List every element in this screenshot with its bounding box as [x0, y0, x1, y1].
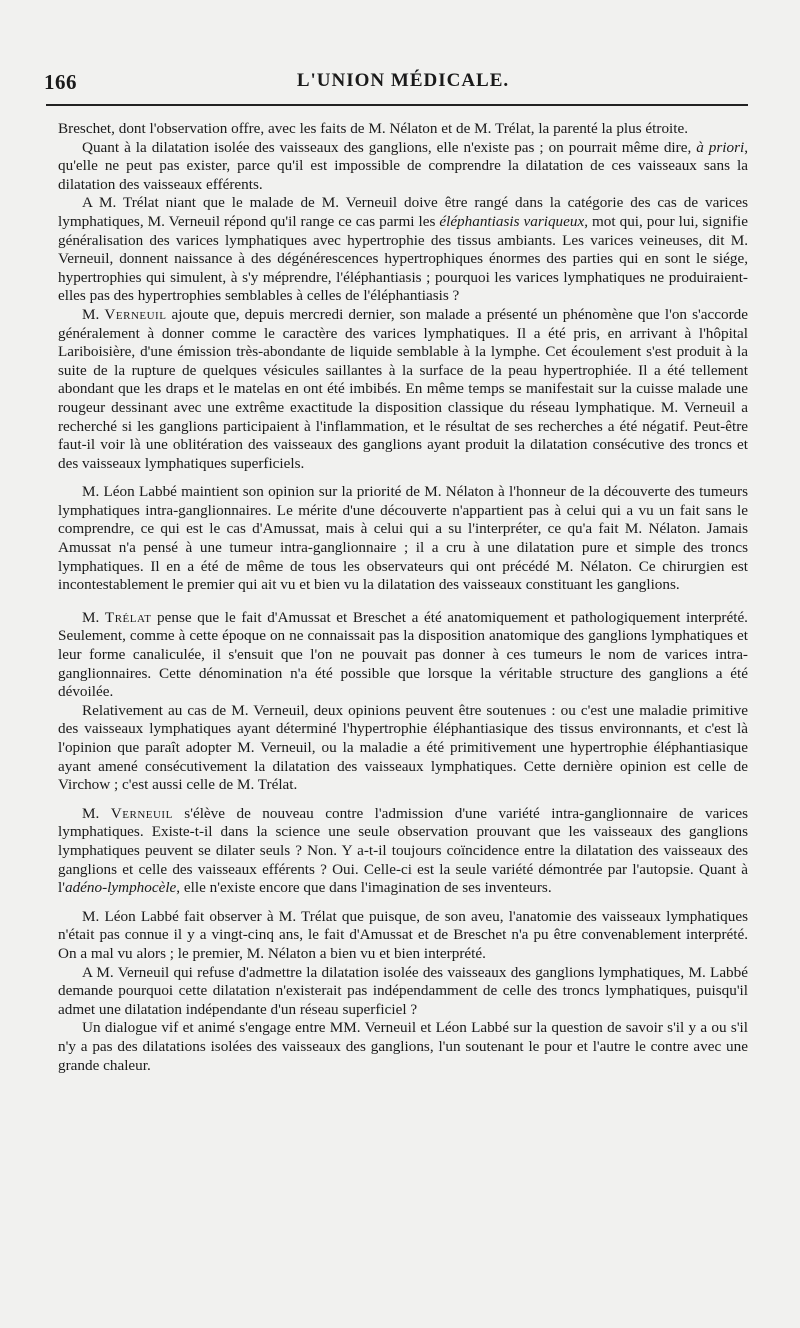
- italic-phrase: à priori: [696, 138, 745, 156]
- page-number: 166: [44, 70, 77, 94]
- speaker-name: Verneuil: [104, 305, 167, 323]
- paragraph: M. Trélat pense que le fait d'Amussat et Breschet a été anatomiquement et pathologiquement interprété. Seulement, comme à cette époque on ne connaissait pas la disposition anatomique des ganglions lymphatiques et leur forme canaliculée, il s'ensuit que l'on ne pouvait pas donner à ces tumeurs le nom de varices intra-ganglionnaires. Cette dénomination n'a été possible que lorsque la véritable structure des ganglions a été dévoilée.: [58, 608, 748, 701]
- italic-phrase: adéno-lymphocèle: [64, 879, 177, 897]
- paragraph: Breschet, dont l'observation offre, avec les faits de M. Nélaton et de M. Trélat, la parenté la plus étroite.: [58, 120, 689, 137]
- running-title: L'UNION MÉDICALE.: [296, 70, 510, 91]
- page-header: [44, 70, 748, 100]
- paragraph: M. Léon Labbé maintient son opinion sur la priorité de M. Nélaton à l'honneur de la découverte des tumeurs lymphatiques intra-ganglionnaires. Le mérite d'une découverte n'appartient pas à celui qui a vu un fait sans le comprendre, ce qui est le cas d'Amussat, mais à celui qui a su l'interpréter, ce qu'a fait M. Nélaton. Jamais Amussat n'a pensé à une tumeur intra-ganglionnaire ; il a cru à une dilatation pure et simple des troncs lymphatiques. Il en a été de même de tous les observateurs qui ont précédé M. Nélaton. Ce chirurgien est incontestablement le premier qui ait vu et bien vu la dilatation des vaisseaux constituant les ganglions.: [58, 483, 748, 594]
- paragraph: Relativement au cas de M. Verneuil, deux opinions peuvent être soutenues : ou c'est une maladie primitive des vaisseaux lymphatiques ayant déterminé l'hypertrophie éléphantiasique des tissus environnants, et c'est là l'opinion que paraît adopter M. Verneuil, ou la maladie a été primitivement une hypertrophie éléphantiasique ayant amené consécutivement la dilatation des vaisseaux lymphatiques. Cette dernière opinion est celle de Virchow ; c'est aussi celle de M. Trélat.: [58, 701, 748, 794]
- paragraph: M. Léon Labbé fait observer à M. Trélat que puisque, de son aveu, l'anatomie des vaisseaux lymphatiques n'était pas connue il y a vingt-cinq ans, le fait d'Amussat et de Breschet n'a pu être convenablement interprété. On a mal vu alors ; le premier, M. Nélaton a bien vu et bien interprété.: [58, 907, 748, 962]
- body-text: [58, 120, 748, 1075]
- paragraph: Un dialogue vif et animé s'engage entre MM. Verneuil et Léon Labbé sur la question de savoir s'il y a ou s'il n'y a pas des dilatations isolées des vaisseaux des ganglions, l'un soutenant le pour et l'autre le contre avec une grande chaleur.: [58, 1019, 748, 1074]
- italic-phrase: éléphantiasis variqueux: [439, 212, 585, 230]
- speaker-name: Trélat: [104, 608, 152, 626]
- paragraph: M. Verneuil s'élève de nouveau contre l'admission d'une variété intra-ganglionnaire de varices lymphatiques. Existe-t-il dans la science une seule observation prouvant que les vaisseaux des ganglions lymphatiques peuvent se dilater seuls ? Non. Y a-t-il toujours coïncidence entre la dilatation des vaisseaux des ganglions et celle des vaisseaux efférents ? Oui. Celle-ci est la seule variété démontrée par l'autopsie. Quant à l'adéno-lymphocèle, elle n'existe encore que dans l'imagination de ses inventeurs.: [58, 804, 748, 897]
- paragraph: Quant à la dilatation isolée des vaisseaux des ganglions, elle n'existe pas ; on pourrait même dire, à priori, qu'elle ne peut pas exister, parce qu'il est impossible de comprendre la dilatation de ces vaisseaux sans la dilatation des vaisseaux efférents.: [58, 138, 748, 193]
- paragraph: A M. Trélat niant que le malade de M. Verneuil doive être rangé dans la catégorie des cas de varices lymphatiques, M. Verneuil répond qu'il range ce cas parmi les éléphantiasis variqueux, mot qui, pour lui, signifie généralisation des varices lymphatiques avec hypertrophie des tissus ambiants. Les varices veineuses, dit M. Verneuil, donnent naissance à des dégénérescences hypertrophiques énormes des parties qui en sont le siége, hypertrophies qui simulent, à s'y méprendre, l'éléphantiasis ; pourquoi les varices lymphatiques ne produiraient-elles pas des hypertrophies semblables à celles de l'éléphantiasis ?: [58, 194, 748, 305]
- paragraph: M. Verneuil ajoute que, depuis mercredi dernier, son malade a présenté un phénomène que l'on s'accorde généralement à donner comme le caractère des varices lymphatiques. Il a été pris, en arrivant à l'hôpital Lariboisière, d'une émission très-abondante de liquide semblable à la lymphe. Cet écoulement s'est produit à la suite de la rupture de quelques vésicules saillantes à la surface de la peau hypertrophiée. Il a été tellement abondant que les draps et le matelas en ont été imbibés. En même temps se manifestait sur la cuisse malade une rougeur dessinant avec une extrême exactitude la disposition classique du réseau lymphatique. M. Verneuil a recherché si les ganglions participaient à l'inflammation, et le résultat de ses recherches a été négatif. Peut-être faut-il voir là une oblitération des vaisseaux des ganglions ayant produit la dilatation consécutive des troncs et des vaisseaux lymphatiques superficiels.: [58, 305, 748, 472]
- header-rule: [46, 104, 748, 106]
- speaker-name: Verneuil: [110, 804, 173, 822]
- paragraph: A M. Verneuil qui refuse d'admettre la dilatation isolée des vaisseaux des ganglions lymphatiques, M. Labbé demande pourquoi cette dilatation n'existerait pas indépendamment de celle des troncs lymphatiques, puisqu'il admet une dilatation indépendante d'un réseau superficiel ?: [58, 963, 748, 1018]
